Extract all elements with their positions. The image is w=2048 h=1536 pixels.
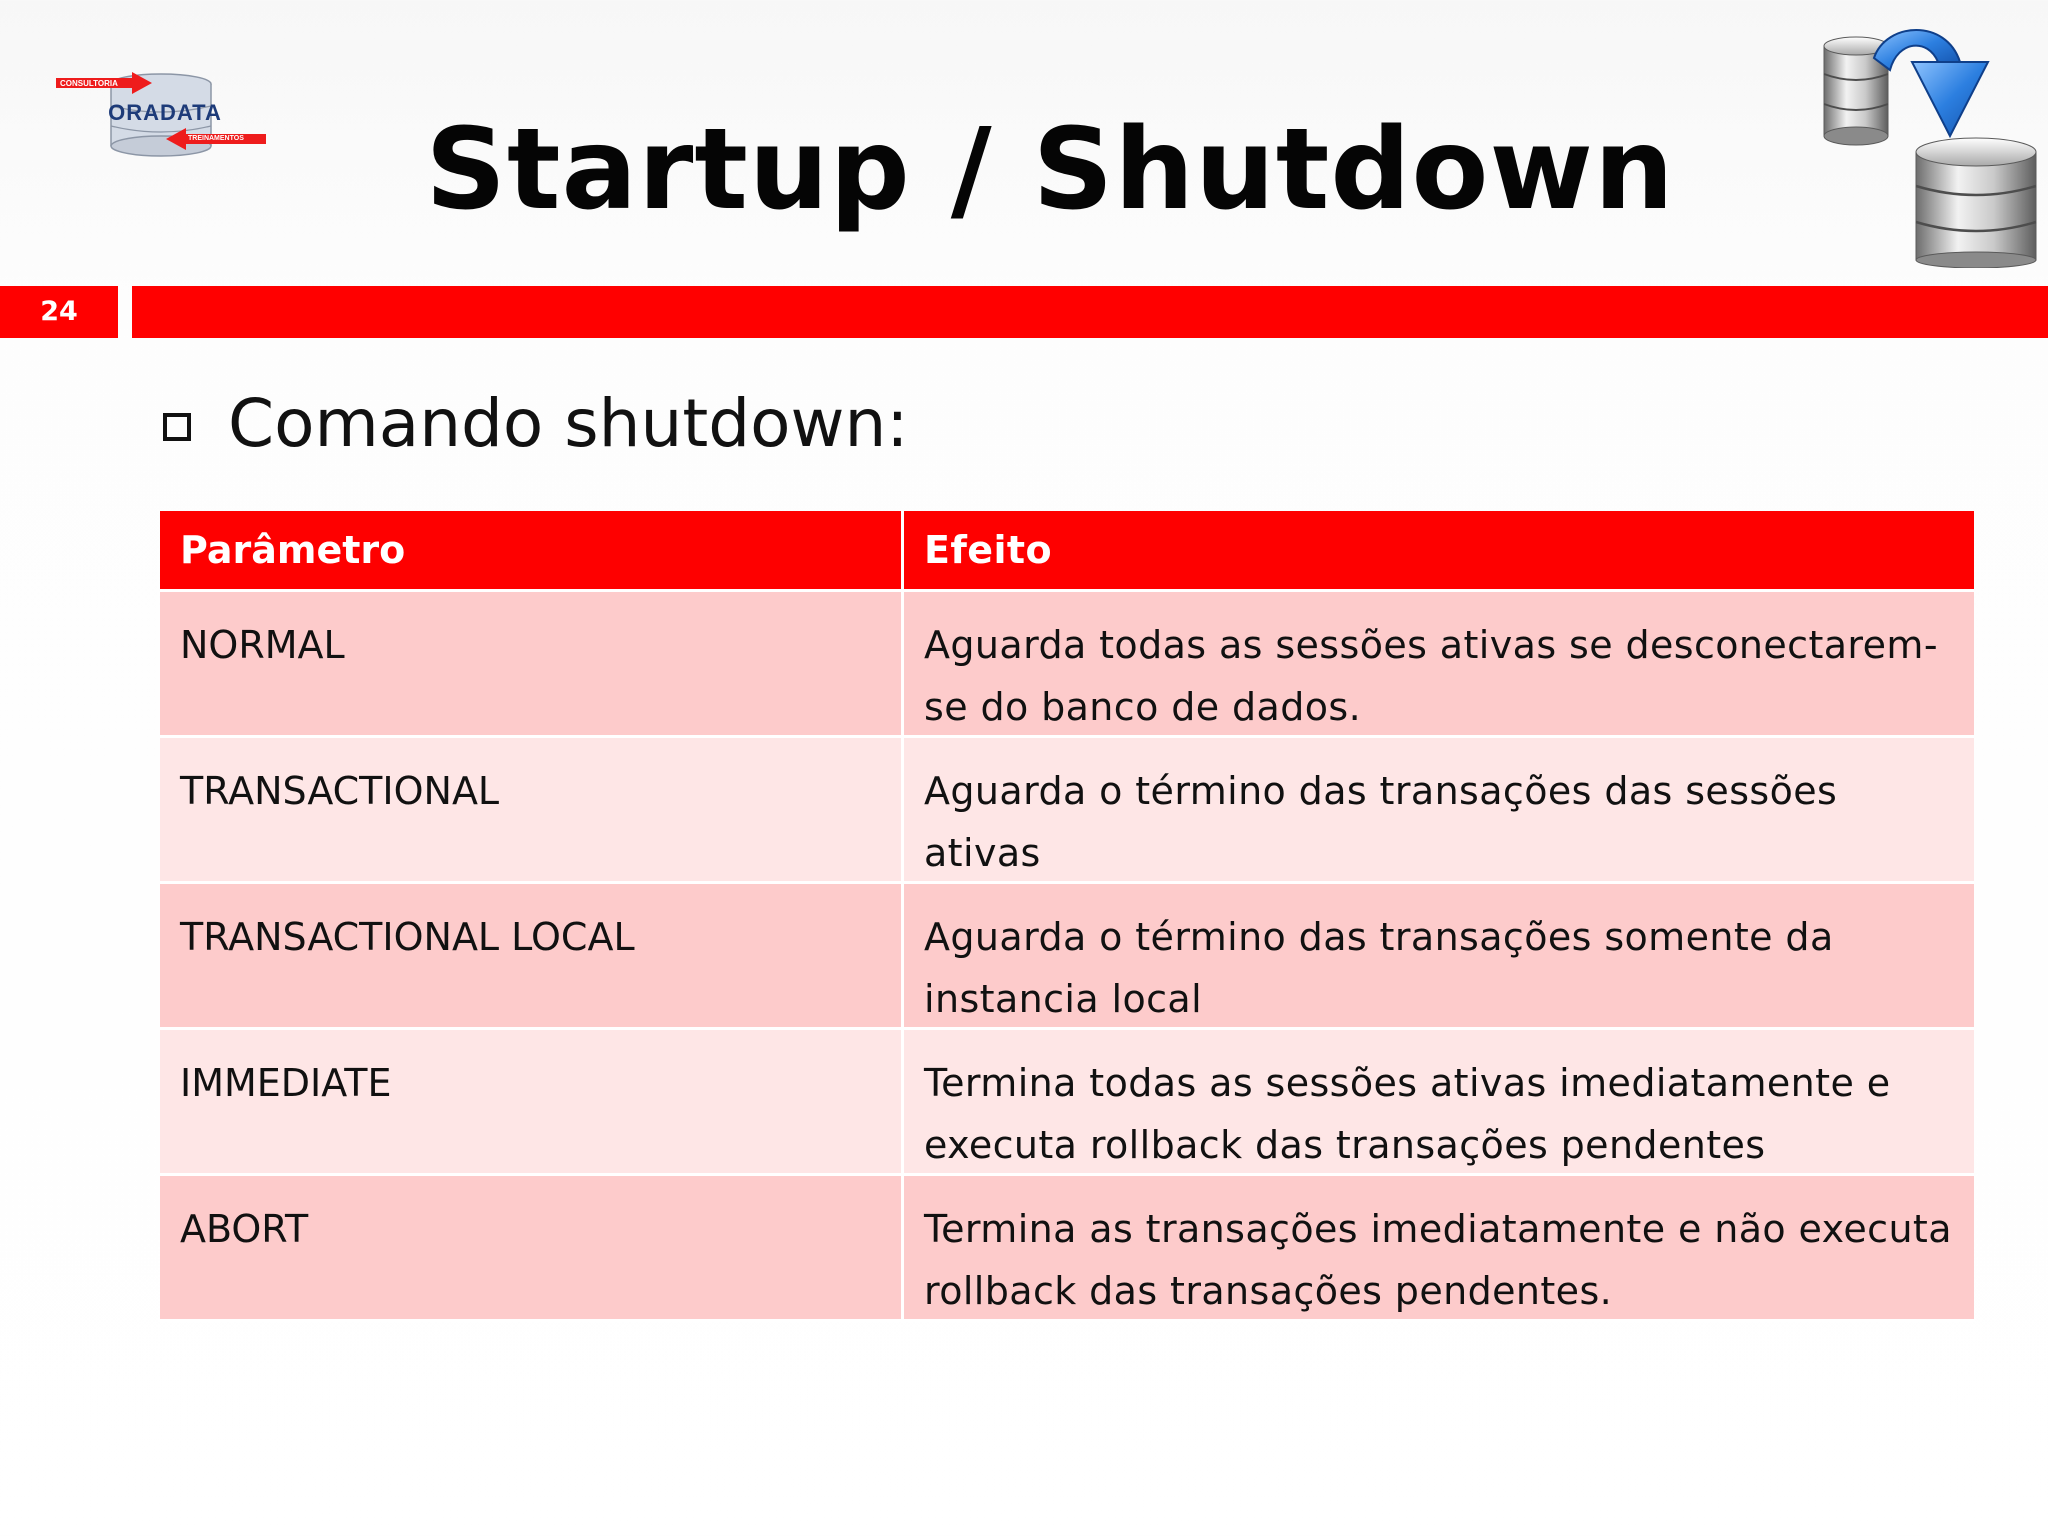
shutdown-parameters-table — [160, 511, 1974, 1322]
logo-name: ORADATA — [108, 100, 222, 125]
table-header-effect: Efeito — [924, 528, 1052, 572]
table-cell-parameter: ABORT — [160, 1176, 904, 1319]
table-cell-effect: Termina todas as sessões ativas imediatamente e executa rollback das transações pendentes — [924, 1061, 1891, 1167]
table-row — [160, 1176, 1974, 1322]
table-row — [160, 884, 1974, 1030]
table-row — [160, 1030, 1974, 1176]
table-cell-effect: Aguarda o término das transações das sessões ativas — [924, 769, 1838, 875]
table-cell-effect: Aguarda todas as sessões ativas se desconectarem-se do banco de dados. — [924, 623, 1938, 729]
table-cell-parameter: TRANSACTIONAL — [160, 738, 904, 881]
logo-bottom-tag: TREINAMENTOS — [188, 135, 244, 142]
table-cell-effect: Aguarda o término das transações somente da instancia local — [924, 915, 1834, 1021]
hollow-square-bullet-icon — [163, 413, 191, 441]
title-divider-bar — [132, 286, 2048, 338]
table-row — [160, 738, 1974, 884]
table-cell-parameter: TRANSACTIONAL LOCAL — [160, 884, 904, 1027]
database-transfer-icon — [1816, 18, 2048, 268]
table-cell-parameter: IMMEDIATE — [160, 1030, 904, 1173]
table-cell-parameter: NORMAL — [160, 592, 904, 735]
table-header-parameter: Parâmetro — [160, 511, 904, 589]
table-cell-effect: Termina as transações imediatamente e não executa rollback das transações pendentes. — [924, 1207, 1952, 1313]
bullet-text: Comando shutdown: — [228, 385, 909, 462]
slide-number: 24 — [0, 286, 118, 338]
table-header-row — [160, 511, 1974, 592]
slide-title: Startup / Shutdown — [425, 105, 1675, 235]
logo-top-tag: CONSULTORIA — [60, 79, 118, 88]
table-row — [160, 592, 1974, 738]
